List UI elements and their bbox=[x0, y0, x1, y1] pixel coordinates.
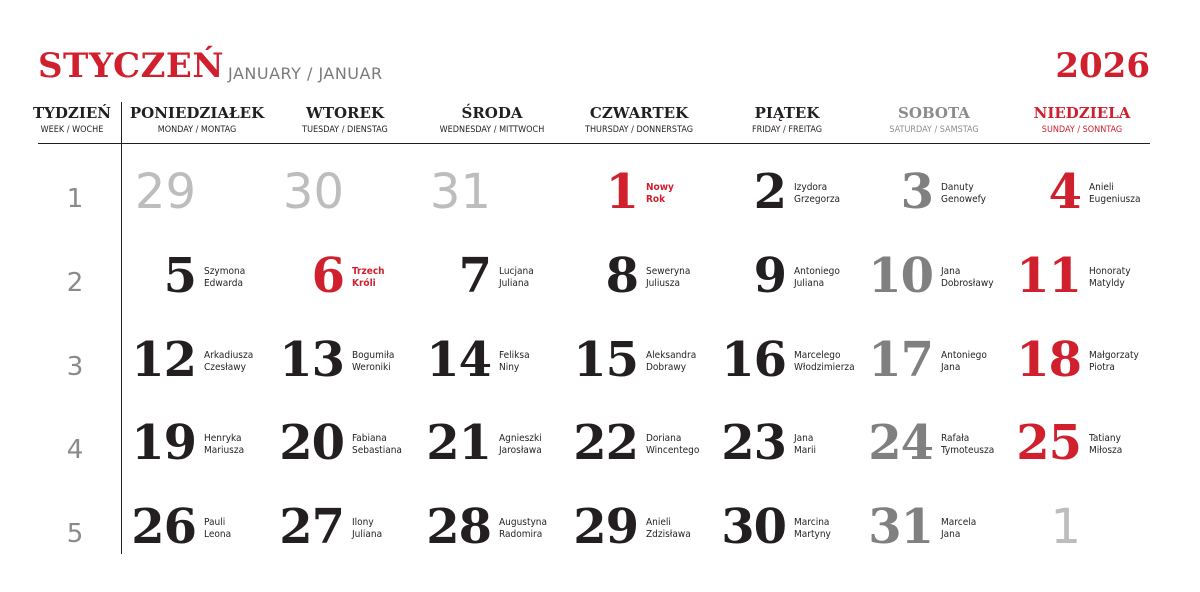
day-number: 26 bbox=[131, 499, 196, 555]
name-day-text bbox=[1089, 350, 1139, 374]
name-day-line: Jana bbox=[941, 362, 961, 373]
name-day-line: Radomira bbox=[499, 529, 543, 540]
name-day-line: Anieli bbox=[1089, 182, 1114, 193]
day-header-monday bbox=[122, 104, 272, 135]
day-number: 30 bbox=[282, 164, 344, 220]
name-day-line: Fabiana bbox=[352, 433, 387, 444]
day-number: 4 bbox=[1048, 164, 1081, 220]
name-day-line: Henryka bbox=[204, 433, 242, 444]
day-header-label: WTOREK bbox=[305, 104, 384, 122]
day-number: 19 bbox=[131, 415, 196, 471]
name-day-line: Tymoteusza bbox=[941, 445, 995, 456]
day-header-label: CZWARTEK bbox=[589, 104, 689, 122]
month-subtitle: JANUARY / JANUAR bbox=[228, 64, 383, 83]
day-cell bbox=[228, 497, 344, 557]
name-day-line: Włodzimierza bbox=[794, 362, 855, 373]
day-header-sublabel: SUNDAY / SONNTAG bbox=[1041, 125, 1123, 135]
day-number: 31 bbox=[868, 499, 933, 555]
name-day-line: Jana bbox=[941, 529, 961, 540]
name-day-line: Jana bbox=[794, 433, 814, 444]
day-cell bbox=[375, 162, 491, 222]
name-day-line: Rok bbox=[646, 194, 666, 205]
day-number: 23 bbox=[721, 415, 786, 471]
name-day-line: Juliana bbox=[794, 278, 825, 289]
day-cell bbox=[228, 162, 344, 222]
name-day-line: Eugeniusza bbox=[1089, 194, 1141, 205]
day-number: 11 bbox=[1016, 248, 1081, 304]
header-divider bbox=[38, 143, 1150, 144]
name-day-line: Juliana bbox=[352, 529, 383, 540]
name-day-text bbox=[1089, 433, 1122, 457]
name-day-line: Jana bbox=[941, 266, 961, 277]
day-cell bbox=[80, 413, 196, 473]
day-cell bbox=[817, 413, 933, 473]
day-header-label: SOBOTA bbox=[898, 104, 970, 122]
day-number: 15 bbox=[573, 332, 638, 388]
day-cell bbox=[80, 162, 196, 222]
name-day-line: Doriana bbox=[646, 433, 682, 444]
name-day-line: Mariusza bbox=[204, 445, 245, 456]
name-day-line: Zdzisława bbox=[646, 529, 691, 540]
name-day-line: Niny bbox=[499, 362, 520, 373]
week-header-sublabel: WEEK / WOCHE bbox=[40, 125, 104, 135]
day-cell bbox=[375, 246, 491, 306]
day-header-wednesday bbox=[417, 104, 567, 135]
day-number: 7 bbox=[458, 248, 491, 304]
name-day-line: Martyny bbox=[794, 529, 831, 540]
name-day-line: Trzech bbox=[352, 266, 385, 277]
day-cell bbox=[522, 246, 638, 306]
day-header-sublabel: FRIDAY / FREITAG bbox=[751, 125, 823, 135]
day-header-thursday bbox=[564, 104, 714, 135]
day-number: 13 bbox=[279, 332, 344, 388]
day-header-sublabel: SATURDAY / SAMSTAG bbox=[889, 125, 979, 135]
name-day-line: Leona bbox=[204, 529, 232, 540]
day-number: 29 bbox=[573, 499, 638, 555]
name-day-line: Grzegorza bbox=[794, 194, 841, 205]
day-number: 31 bbox=[429, 164, 491, 220]
day-number: 12 bbox=[131, 332, 196, 388]
day-cell bbox=[817, 246, 933, 306]
week-header-label: TYDZIEŃ bbox=[33, 104, 111, 122]
week-number: 3 bbox=[66, 352, 84, 382]
day-number: 6 bbox=[311, 248, 344, 304]
name-day-line: Marii bbox=[794, 445, 816, 456]
day-header-label: NIEDZIELA bbox=[1033, 104, 1131, 122]
week-column-header bbox=[20, 104, 124, 135]
day-header-sublabel: TUESDAY / DIENSTAG bbox=[302, 125, 388, 135]
day-header-sunday bbox=[1007, 104, 1157, 135]
name-day-text bbox=[1089, 182, 1140, 206]
day-cell bbox=[817, 330, 933, 390]
day-cell bbox=[965, 497, 1081, 557]
day-header-friday bbox=[712, 104, 862, 135]
day-number: 24 bbox=[868, 415, 933, 471]
day-cell bbox=[965, 330, 1081, 390]
day-cell bbox=[522, 413, 638, 473]
day-number: 18 bbox=[1016, 332, 1081, 388]
year-title: 2026 bbox=[1055, 46, 1150, 86]
month-title: STYCZEŃ bbox=[38, 46, 224, 86]
day-header-sublabel: MONDAY / MONTAG bbox=[157, 125, 237, 135]
name-day-line: Marcina bbox=[794, 517, 830, 528]
day-number: 3 bbox=[900, 164, 933, 220]
name-day-line: Dobrosławy bbox=[941, 278, 994, 289]
day-cell bbox=[965, 413, 1081, 473]
name-day-line: Miłosza bbox=[1089, 445, 1123, 456]
day-cell bbox=[670, 330, 786, 390]
day-cell bbox=[670, 162, 786, 222]
name-day-line: Antoniego bbox=[941, 350, 987, 361]
day-cell bbox=[965, 162, 1081, 222]
day-number: 20 bbox=[279, 415, 344, 471]
name-day-line: Aleksandra bbox=[646, 350, 697, 361]
day-number: 22 bbox=[573, 415, 638, 471]
name-day-line: Wincentego bbox=[646, 445, 700, 456]
day-cell bbox=[375, 497, 491, 557]
day-cell bbox=[965, 246, 1081, 306]
name-day-line: Lucjana bbox=[499, 266, 534, 277]
day-cell bbox=[522, 330, 638, 390]
name-day-line: Sebastiana bbox=[352, 445, 402, 456]
day-header-tuesday bbox=[270, 104, 420, 135]
week-number: 4 bbox=[66, 435, 84, 465]
day-number: 9 bbox=[753, 248, 786, 304]
name-day-line: Weroniki bbox=[352, 362, 391, 373]
day-cell bbox=[228, 246, 344, 306]
name-day-line: Juliusza bbox=[646, 278, 680, 289]
name-day-line: Augustyna bbox=[499, 517, 548, 528]
day-cell bbox=[228, 413, 344, 473]
day-number: 1 bbox=[605, 164, 638, 220]
name-day-line: Izydora bbox=[794, 182, 828, 193]
name-day-line: Danuty bbox=[941, 182, 974, 193]
name-day-line: Bogumiła bbox=[352, 350, 395, 361]
day-number: 14 bbox=[426, 332, 491, 388]
day-header-saturday bbox=[859, 104, 1009, 135]
name-day-line: Matyldy bbox=[1089, 278, 1125, 289]
day-number: 8 bbox=[605, 248, 638, 304]
name-day-line: Piotra bbox=[1089, 362, 1115, 373]
name-day-line: Marcelego bbox=[794, 350, 841, 361]
day-header-label: ŚRODA bbox=[461, 104, 523, 122]
name-day-line: Jarosława bbox=[499, 445, 542, 456]
name-day-line: Antoniego bbox=[794, 266, 840, 277]
name-day-line: Seweryna bbox=[646, 266, 691, 277]
day-cell bbox=[670, 246, 786, 306]
day-header-sublabel: THURSDAY / DONNERSTAG bbox=[585, 125, 693, 135]
name-day-line: Ilony bbox=[352, 517, 374, 528]
name-day-line: Marcela bbox=[941, 517, 977, 528]
day-number: 16 bbox=[721, 332, 786, 388]
name-day-line: Rafała bbox=[941, 433, 970, 444]
day-cell bbox=[817, 162, 933, 222]
day-cell bbox=[522, 497, 638, 557]
day-number: 29 bbox=[134, 164, 196, 220]
day-cell bbox=[670, 413, 786, 473]
name-day-line: Tatiany bbox=[1089, 433, 1121, 444]
name-day-line: Agnieszki bbox=[499, 433, 542, 444]
name-day-line: Dobrawy bbox=[646, 362, 687, 373]
day-number: 5 bbox=[163, 248, 196, 304]
day-header-sublabel: WEDNESDAY / MITTWOCH bbox=[439, 125, 545, 135]
day-number: 21 bbox=[426, 415, 491, 471]
day-cell bbox=[375, 413, 491, 473]
name-day-line: Szymona bbox=[204, 266, 246, 277]
day-number: 30 bbox=[721, 499, 786, 555]
week-number: 5 bbox=[66, 519, 84, 549]
name-day-line: Pauli bbox=[204, 517, 226, 528]
day-number: 17 bbox=[868, 332, 933, 388]
day-number: 27 bbox=[279, 499, 344, 555]
name-day-line: Małgorzaty bbox=[1089, 350, 1139, 361]
name-day-text bbox=[794, 433, 816, 457]
day-number: 25 bbox=[1016, 415, 1081, 471]
name-day-line: Arkadiusza bbox=[204, 350, 254, 361]
week-number: 2 bbox=[66, 268, 84, 298]
day-number: 2 bbox=[753, 164, 786, 220]
day-header-label: PONIEDZIAŁEK bbox=[129, 104, 265, 122]
name-day-line: Nowy bbox=[646, 182, 674, 193]
name-day-line: Czesławy bbox=[204, 362, 246, 373]
name-day-text bbox=[1089, 266, 1131, 290]
day-number: 28 bbox=[426, 499, 491, 555]
week-number: 1 bbox=[66, 184, 84, 214]
name-day-line: Edwarda bbox=[204, 278, 244, 289]
day-cell bbox=[228, 330, 344, 390]
name-day-line: Honoraty bbox=[1089, 266, 1131, 277]
day-number: 1 bbox=[1050, 499, 1081, 555]
day-cell bbox=[375, 330, 491, 390]
day-cell bbox=[817, 497, 933, 557]
day-number: 10 bbox=[868, 248, 933, 304]
name-day-line: Króli bbox=[352, 278, 376, 289]
day-header-label: PIĄTEK bbox=[754, 104, 820, 122]
name-day-line: Juliana bbox=[499, 278, 530, 289]
name-day-line: Anieli bbox=[646, 517, 671, 528]
day-cell bbox=[80, 330, 196, 390]
name-day-line: Feliksa bbox=[499, 350, 530, 361]
day-cell bbox=[80, 246, 196, 306]
day-cell bbox=[670, 497, 786, 557]
name-day-line: Genowefy bbox=[941, 194, 986, 205]
day-cell bbox=[80, 497, 196, 557]
day-cell bbox=[522, 162, 638, 222]
